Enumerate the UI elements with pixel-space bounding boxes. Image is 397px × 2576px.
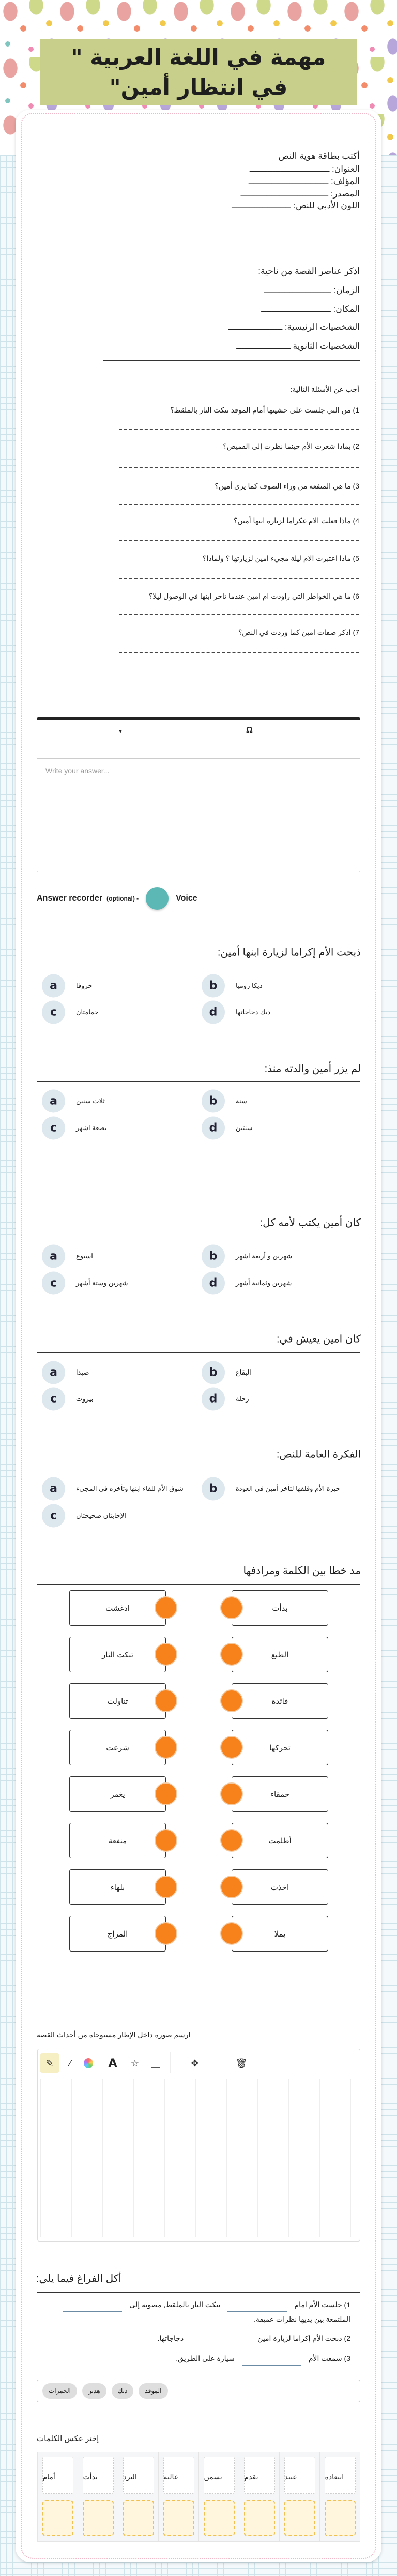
opposite-word[interactable]: تقدم: [244, 2457, 275, 2494]
answer-line[interactable]: [119, 467, 359, 468]
match-right-item[interactable]: تحركها: [232, 1730, 328, 1765]
match-connector-left[interactable]: [155, 1689, 177, 1712]
option-c-button[interactable]: c: [42, 1117, 65, 1140]
match-connector-right[interactable]: [220, 1596, 243, 1619]
match-right-item[interactable]: الطبع: [232, 1637, 328, 1672]
match-connector-right[interactable]: [220, 1736, 243, 1759]
opposite-drop-zone[interactable]: [123, 2500, 154, 2536]
dropdown-arrow-icon[interactable]: ▼: [118, 729, 123, 735]
opposite-drop-zone[interactable]: [163, 2500, 194, 2536]
option-text[interactable]: ديك دجاجاتها: [236, 1008, 271, 1016]
word-chip[interactable]: الموقد: [139, 2383, 167, 2399]
match-connector-left[interactable]: [155, 1922, 177, 1945]
blank-drop-zone[interactable]: [227, 2301, 287, 2312]
option-c-button[interactable]: c: [42, 1504, 65, 1528]
element-field: الشخصيات الرئيسية: ـــــــــــــــــــــ: [228, 322, 360, 332]
option-c-button[interactable]: c: [42, 1001, 65, 1024]
question-text: 5) ماذا اعتبرت الام ليلة مجيء امين لزيارتها ؟ ولماذا؟: [202, 554, 359, 562]
option-text[interactable]: اسبوع: [76, 1252, 93, 1260]
toolbar-divider: [170, 2052, 171, 2073]
trash-icon[interactable]: 🗑: [235, 2057, 248, 2068]
element-field: الشخصيات الثانوية ـــــــــــــــــــــ: [236, 341, 360, 351]
drawing-prompt: ارسم صورة داخل الإطار مستوحاة من أحداث القصة: [37, 2031, 191, 2039]
opposite-word[interactable]: بدأت: [83, 2457, 114, 2494]
fill-sentence-1: [36, 2297, 350, 2326]
match-connector-right[interactable]: [220, 1689, 243, 1712]
recorder-voice-label: Voice: [176, 894, 197, 903]
match-right-item[interactable]: أظلمت: [232, 1823, 328, 1858]
question-text: 1) من التي جلست على حشيتها أمام الموقد تنكت النار بالملقط؟: [170, 406, 359, 414]
opposites-heading: إختر عكس الكلمات: [37, 2434, 99, 2443]
drawing-toolbar: [38, 2049, 360, 2077]
match-right-item[interactable]: بدأت: [232, 1590, 328, 1626]
option-b-button[interactable]: b: [202, 1361, 225, 1384]
mcq-question: كان امين يعيش في:: [276, 1333, 361, 1345]
answer-line[interactable]: [119, 504, 359, 505]
pencil-icon[interactable]: ✎: [40, 2053, 59, 2073]
brush-icon[interactable]: ⁄: [69, 2057, 71, 2068]
option-c-button[interactable]: c: [42, 1388, 65, 1411]
match-right-item[interactable]: اخذت: [232, 1869, 328, 1905]
option-a-button[interactable]: a: [42, 1090, 65, 1113]
opposite-word[interactable]: أمام: [42, 2457, 73, 2494]
option-b-button[interactable]: b: [202, 974, 225, 998]
opposite-drop-zone[interactable]: [42, 2500, 73, 2536]
opposite-column: [319, 2452, 360, 2541]
mcq-question: كان أمين يكتب لأمه كل:: [259, 1217, 361, 1229]
option-d-button[interactable]: d: [202, 1117, 225, 1140]
identity-heading: أكتب بطاقة هوية النص: [278, 151, 360, 161]
option-b-button[interactable]: b: [202, 1090, 225, 1113]
elements-heading: اذكر عناصر القصة من ناحية:: [258, 266, 360, 276]
editor-toolbar: [37, 720, 360, 759]
match-connector-left[interactable]: [155, 1829, 177, 1852]
fill-heading: أكل الفراغ فيما يلي:: [36, 2273, 121, 2284]
divider: [37, 2292, 360, 2293]
answer-line[interactable]: [119, 429, 359, 430]
match-left-item[interactable]: المزاج: [69, 1916, 166, 1952]
match-left-item[interactable]: شرعت: [69, 1730, 166, 1765]
element-field: الزمان: ــــــــــــــــــــــــــ: [264, 285, 360, 295]
divider: [37, 1081, 360, 1082]
answer-line[interactable]: [119, 540, 359, 541]
match-connector-left[interactable]: [155, 1876, 177, 1898]
question-text: 2) بماذا شعرت الأم حينما نظرت إلى القميص؟: [223, 442, 359, 450]
option-a-button[interactable]: a: [42, 974, 65, 998]
option-text[interactable]: حمامتان: [76, 1008, 99, 1016]
opposite-drop-zone[interactable]: [284, 2500, 315, 2536]
star-icon[interactable]: ☆: [130, 2057, 140, 2068]
matching-heading: مد خطا بين الكلمة ومرادفها: [243, 1565, 361, 1577]
opposite-word[interactable]: البرد: [123, 2457, 154, 2494]
sentence-text: 1) جلست الأم امام: [294, 2300, 350, 2309]
option-text[interactable]: حيرة الأم وقلقها لتأخر أمين في العودة: [236, 1485, 340, 1492]
option-b-button[interactable]: b: [202, 1477, 225, 1501]
option-text[interactable]: بضعة اشهر: [76, 1124, 107, 1132]
word-chip[interactable]: ديك: [112, 2383, 134, 2399]
opposites-grid: [37, 2452, 360, 2542]
opposite-column: [78, 2452, 118, 2541]
option-text[interactable]: ثلاث سنين: [76, 1097, 105, 1105]
fill-sentence-3: [36, 2351, 350, 2366]
divider: [37, 1352, 360, 1353]
option-text[interactable]: الإجابتان صحيحتان: [76, 1512, 126, 1519]
option-d-button[interactable]: d: [202, 1001, 225, 1024]
match-left-item[interactable]: بلهاء: [69, 1869, 166, 1905]
move-icon[interactable]: ✥: [191, 2057, 199, 2068]
option-text[interactable]: بيروت: [76, 1395, 94, 1403]
mcq-question: ذبحت الأم إكراما لزيارة ابنها أمين:: [217, 947, 361, 958]
color-wheel-icon[interactable]: [79, 2053, 98, 2073]
question-text: 7) اذكر صفات امين كما وردت في النص؟: [238, 628, 359, 636]
blank-drop-zone[interactable]: [191, 2335, 250, 2345]
match-left-item[interactable]: يغمر: [69, 1776, 166, 1812]
opposite-column: [198, 2452, 239, 2541]
opposite-word[interactable]: عبيد: [284, 2457, 315, 2494]
mcq-question: لم يزر أمين والدته منذ:: [264, 1063, 361, 1075]
special-character-icon[interactable]: Ω: [246, 726, 253, 735]
text-tool-icon[interactable]: A: [108, 2056, 117, 2070]
option-a-button[interactable]: a: [42, 1477, 65, 1501]
opposite-drop-zone[interactable]: [204, 2500, 235, 2536]
option-text[interactable]: زحلة: [236, 1395, 249, 1403]
word-chip[interactable]: هدير: [82, 2383, 106, 2399]
option-text[interactable]: شهرين وثمانية أشهر: [236, 1279, 292, 1287]
opposite-column: [279, 2452, 319, 2541]
match-left-item[interactable]: ادغشت: [69, 1590, 166, 1626]
opposite-column: [37, 2452, 78, 2541]
opposite-column: [158, 2452, 198, 2541]
match-connector-right[interactable]: [220, 1782, 243, 1805]
match-connector-right[interactable]: [220, 1922, 243, 1945]
opposite-word[interactable]: يسمن: [204, 2457, 235, 2494]
recorder-optional: (optional) -: [106, 895, 139, 902]
option-text[interactable]: شوق الأم للقاء ابنها وتأخره في المجيء: [76, 1485, 184, 1492]
match-connector-right[interactable]: [220, 1876, 243, 1898]
answer-recorder: [37, 887, 197, 910]
sentence-text: تنكت النار بالملقط, مصوبة إلى: [129, 2300, 221, 2309]
identity-field: المصدر: ــــــــــــــــــــــــــــــــــ: [240, 189, 360, 199]
divider: [37, 1584, 360, 1585]
sentence-text: دجاجاتها.: [157, 2334, 184, 2342]
opposite-word[interactable]: عالية: [163, 2457, 194, 2494]
question-text: 3) ما هي المنفعة من وراء الصوف كما يرى أمين؟: [215, 482, 359, 490]
match-connector-left[interactable]: [155, 1643, 177, 1666]
option-text[interactable]: البقاع: [236, 1368, 251, 1376]
word-bank: [37, 2380, 360, 2402]
option-text[interactable]: سنتين: [236, 1124, 253, 1132]
divider: [103, 360, 360, 361]
fill-sentence-2: [36, 2331, 350, 2345]
option-d-button[interactable]: d: [202, 1388, 225, 1411]
blank-drop-zone[interactable]: [63, 2301, 122, 2312]
mcq-question: الفكرة العامة للنص:: [276, 1449, 361, 1460]
answer-line[interactable]: [119, 578, 359, 579]
option-b-button[interactable]: b: [202, 1245, 225, 1268]
match-right-item[interactable]: يملا: [232, 1916, 328, 1952]
option-d-button[interactable]: d: [202, 1272, 225, 1295]
opposite-word[interactable]: ابتعاده: [325, 2457, 356, 2494]
match-left-item[interactable]: تنكت النار: [69, 1637, 166, 1672]
question-text: 6) ما هي الخواطر التي راودت ام امين عندما تاخر ابنها في الوصول ليلا؟: [148, 592, 359, 600]
opposite-drop-zone[interactable]: [325, 2500, 356, 2536]
opposite-column: [118, 2452, 158, 2541]
questions-heading: أجب عن الأسئلة التالية:: [290, 385, 359, 393]
page-title: مهمة في اللغة العربية " في انتظار أمين": [40, 39, 357, 105]
match-right-item[interactable]: حمقاء: [232, 1776, 328, 1812]
sentence-text: سيارة على الطريق.: [176, 2354, 235, 2362]
option-text[interactable]: سنة: [236, 1097, 247, 1105]
answer-textarea[interactable]: Write your answer...: [45, 767, 110, 775]
match-connector-right[interactable]: [220, 1643, 243, 1666]
match-connector-right[interactable]: [220, 1829, 243, 1852]
image-icon[interactable]: [146, 2053, 165, 2073]
element-field: المكان: ـــــــــــــــــــــــــــ: [261, 304, 360, 314]
sentence-text: 2) ذبحت الأم إكراما لزيارة امين: [257, 2334, 350, 2342]
option-text[interactable]: صيدا: [76, 1368, 89, 1376]
opposite-column: [239, 2452, 279, 2541]
answer-line[interactable]: [119, 614, 359, 615]
sentence-text: الملتمعة بين يديها نظرات عميقة.: [254, 2315, 350, 2323]
option-a-button[interactable]: a: [42, 1245, 65, 1268]
match-left-item[interactable]: منفعة: [69, 1823, 166, 1858]
word-chip[interactable]: الجمرات: [42, 2383, 77, 2399]
identity-field: العنوان: ـــــــــــــــــــــــــــــــ: [249, 164, 360, 174]
answer-editor[interactable]: [37, 717, 360, 872]
option-text[interactable]: ديكا روميا: [236, 982, 263, 989]
identity-field: المؤلف: ـــــــــــــــــــــــــــــــ: [248, 176, 360, 186]
option-text[interactable]: شهرين و أربعة اشهر: [236, 1252, 293, 1260]
match-connector-left[interactable]: [155, 1596, 177, 1619]
record-button[interactable]: [146, 887, 169, 910]
match-left-item[interactable]: تناولت: [69, 1683, 166, 1719]
opposite-drop-zone[interactable]: [244, 2500, 275, 2536]
option-a-button[interactable]: a: [42, 1361, 65, 1384]
drawing-board[interactable]: [37, 2049, 360, 2242]
drawing-canvas[interactable]: [40, 2079, 357, 2237]
opposite-drop-zone[interactable]: [83, 2500, 114, 2536]
answer-line[interactable]: [119, 652, 359, 653]
option-c-button[interactable]: c: [42, 1272, 65, 1295]
match-connector-left[interactable]: [155, 1782, 177, 1805]
recorder-label: Answer recorder: [37, 894, 103, 903]
option-text[interactable]: خروفا: [76, 982, 93, 989]
match-right-item[interactable]: فائدة: [232, 1683, 328, 1719]
option-text[interactable]: شهرين وستة أشهر: [76, 1279, 128, 1287]
sentence-text: 3) سمعت الأم: [308, 2354, 350, 2362]
identity-field: اللون الأدبي للنص: ـــــــــــــــــــــــ: [232, 201, 360, 210]
question-text: 4) ماذا فعلت الام غكراما لزيارة ابنها أمين؟: [233, 516, 359, 525]
blank-drop-zone[interactable]: [242, 2355, 301, 2366]
match-connector-left[interactable]: [155, 1736, 177, 1759]
